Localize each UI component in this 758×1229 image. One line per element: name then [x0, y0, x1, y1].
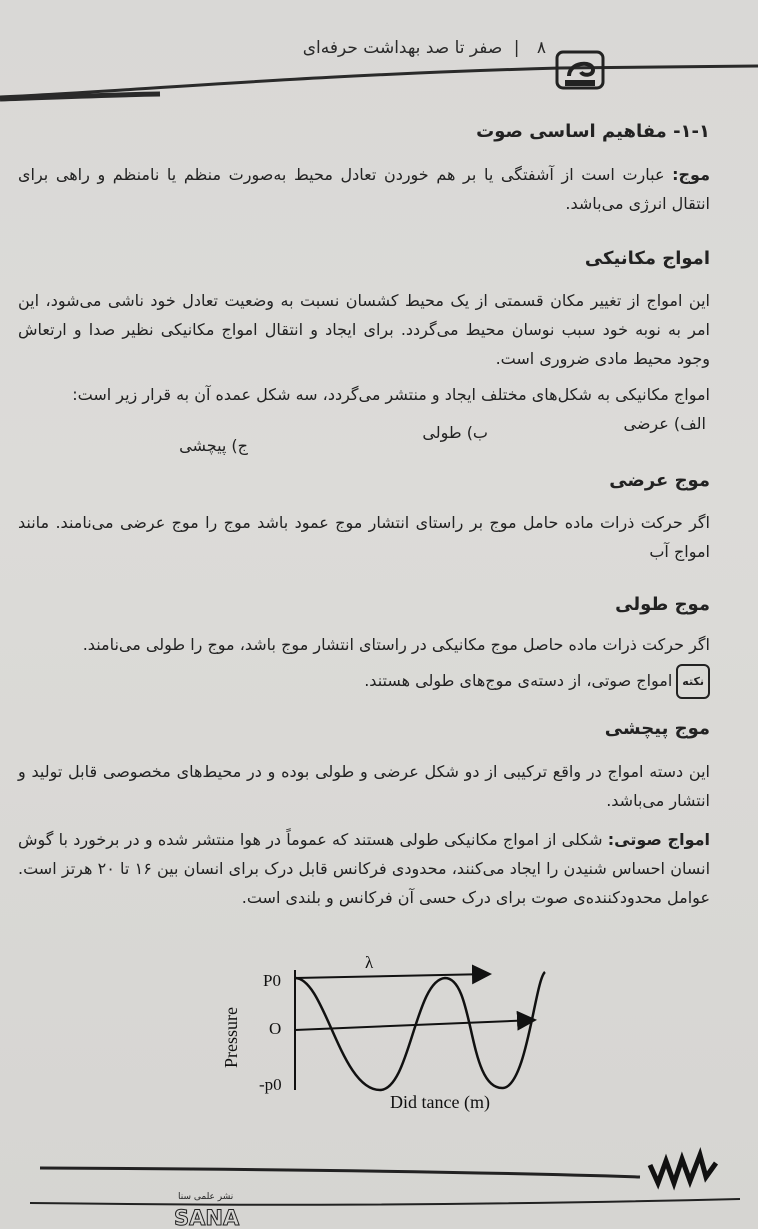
mechanical-para-2: امواج مکانیکی به شکل‌های مختلف ایجاد و منتشر می‌گردد، سه شکل عمده آن به قرار زیر است:	[72, 385, 710, 404]
header-separator: |	[513, 38, 520, 58]
torsional-heading: موج پیچشی	[604, 718, 710, 739]
label-bottom: -p0	[259, 1075, 282, 1094]
type-torsional: ج) پیچشی	[179, 436, 248, 455]
wave-definition	[18, 160, 710, 218]
sound-term: امواج صوتی:	[607, 830, 710, 849]
page-number: ۸	[536, 38, 546, 58]
section-title: ۱-۱- مفاهیم اساسی صوت	[476, 121, 710, 142]
running-header	[303, 38, 546, 58]
sound-definition	[18, 825, 710, 912]
mechanical-para-1: این امواج از تغییر مکان قسمتی از یک محیط کشسان نسبت به وضعیت تعادل خود ناشی می‌شود، این امر به نوبه خود سبب نوسان محیط می‌گردد. برای ایجاد و انتقال امواج مکانیکی نظیر صدا و ارتعاش وجود محیط مادی ضروری است.	[18, 291, 710, 368]
longitudinal-note	[18, 664, 710, 699]
publisher-logo-icon	[553, 46, 609, 96]
footer	[0, 1135, 758, 1229]
label-mid: O	[269, 1019, 282, 1038]
longitudinal-text: اگر حرکت ذرات ماده حاصل موج مکانیکی در راستای انتشار موج باشد، موج را طولی می‌نامند.	[82, 635, 710, 654]
transverse-heading: موج عرضی	[609, 470, 710, 491]
top-arrow	[295, 974, 490, 978]
sound-wave-figure	[205, 950, 565, 1125]
header-rule	[0, 0, 758, 130]
label-lambda: λ	[365, 953, 374, 972]
label-top: P0	[263, 971, 281, 990]
wave-term: موج:	[672, 165, 710, 184]
publisher-small: نشر علمی سنا	[178, 1192, 234, 1202]
publisher-signature-icon	[650, 1155, 716, 1183]
sine-wave	[295, 972, 545, 1090]
sound-text: شکلی از امواج مکانیکی طولی هستند که عموماً در هوا منتشر شده و در برخورد با گوش انسان احساس شنیدن را ایجاد می‌کنند، محدودی فرکانس قابل درک برای انسان بین ۱۶ تا ۲۰ هرتز است. عوامل محدودکننده‌ی صوت برای درک حسی آن فرکانس و بلندی است.	[18, 830, 711, 907]
type-transverse: الف) عرضی	[623, 414, 706, 433]
x-axis-label: Did tance (m)	[390, 1092, 490, 1112]
publisher-latin: SANA	[174, 1206, 240, 1229]
mechanical-heading: امواج مکانیکی	[584, 248, 710, 269]
transverse-text: اگر حرکت ذرات ماده حامل موج بر راستای انتشار موج عمود باشد موج را موج عرضی می‌نامند. مانند امواج آب	[18, 513, 710, 561]
torsional-text: این دسته امواج در واقع ترکیبی از دو شکل عرضی و طولی بوده و در محیط‌های مخصوصی قابل تولید و انتشار می‌باشد.	[18, 762, 710, 810]
note-text: امواج صوتی، از دسته‌ی موج‌های طولی هستند.	[364, 671, 673, 690]
longitudinal-heading: موج طولی	[615, 594, 710, 615]
book-title: صفر تا صد بهداشت حرفه‌ای	[302, 38, 503, 58]
wave-definition-text: عبارت است از آشفتگی یا بر هم خوردن تعادل محیط به‌صورت منظم یا نامنظم و راهی برای انتقال انرژی می‌باشد.	[18, 165, 710, 213]
note-badge: نکته	[676, 664, 710, 699]
type-longitudinal: ب) طولی	[422, 423, 488, 442]
y-axis-label: Pressure	[221, 1007, 241, 1068]
